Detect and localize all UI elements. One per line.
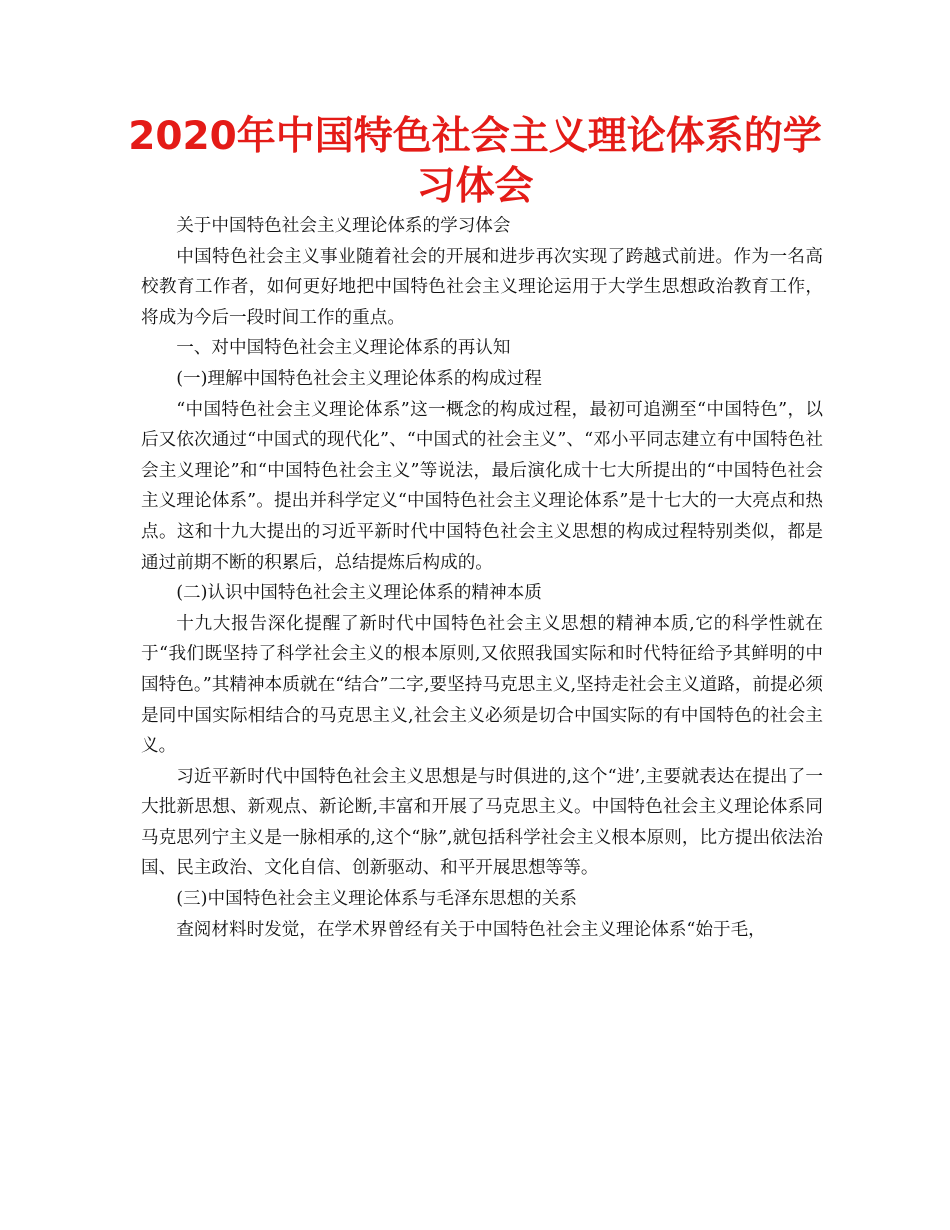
document-body [141, 211, 823, 945]
paragraph: 中国特色社会主义事业随着社会的开展和进步再次实现了跨越式前进。作为一名高校教育工作者，如何更好地把中国特色社会主义理论运用于大学生思想政治教育工作，将成为今后一段时间工作的重点。 [141, 246, 823, 328]
subsection-heading: (二)认识中国特色社会主义理论体系的精神本质 [176, 583, 542, 604]
subsection-heading: (一)理解中国特色社会主义理论体系的构成过程 [176, 368, 542, 389]
section-heading: 一、对中国特色社会主义理论体系的再认知 [176, 338, 511, 359]
paragraph: 十九大报告深化提醒了新时代中国特色社会主义思想的精神本质,它的科学性就在于“我们既坚持了科学社会主义的根本原则,又依照我国实际和时代特征给予其鲜明的中国特色。”其精神本质就在“结合”二字,要坚持马克思主义,坚持走社会主义道路，前提必须是同中国实际相结合的马克思主义,社会主义必须是切合中国实际的有中国特色的社会主义。 [141, 613, 823, 757]
subsection-heading: (三)中国特色社会主义理论体系与毛泽东思想的关系 [176, 889, 577, 910]
paragraph: 习近平新时代中国特色社会主义思想是与时俱进的,这个“进’,主要就表达在提出了一大批新思想、新观点、新论断,丰富和开展了马克思主义。中国特色社会主义理论体系同马克思列宁主义是一脉相承的,这个“脉”,就包括科学社会主义根本原则，比方提出依法治国、民主政治、文化自信、创新驱动、和平开展思想等等。 [141, 766, 823, 879]
paragraph: 查阅材料时发觉，在学术界曾经有关于中国特色社会主义理论体系“始于毛， [176, 919, 766, 940]
document-title: 2020年中国特色社会主义理论体系的学习体会 [128, 114, 822, 209]
paragraph-subtitle: 关于中国特色社会主义理论体系的学习体会 [176, 216, 511, 236]
paragraph: “中国特色社会主义理论体系”这一概念的构成过程，最初可追溯至“中国特色”，以后又依次通过“中国式的现代化”、“中国式的社会主义”、“邓小平同志建立有中国特色社会主义理论”和“中国特色社会主义”等说法，最后演化成十七大所提出的“中国特色社会主义理论体系”。提出并科学定义“中国特色社会主义理论体系”是十七大的一大亮点和热点。这和十九大提出的习近平新时代中国特色社会主义思想的构成过程特别类似，都是通过前期不断的积累后，总结提炼后构成的。 [141, 399, 823, 573]
